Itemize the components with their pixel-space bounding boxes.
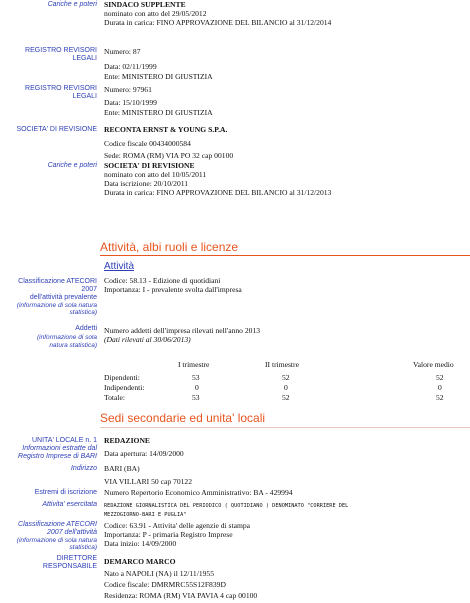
societa-sede: Sede: ROMA (RM) VIA PO 32 cap 00100: [104, 151, 234, 160]
indirizzo-city: BARI (BA): [104, 464, 140, 473]
registro-label-2: LEGALI: [72, 55, 97, 62]
direttore-cf: Codice fiscale: DMRMRC55S12F839D: [104, 580, 226, 589]
ateco-label: Classificazione ATECORI: [18, 278, 97, 285]
table-cell: 52: [436, 373, 444, 382]
table-row-label: Totale:: [104, 393, 125, 402]
carica-title: SINDACO SUPPLENTE: [104, 0, 186, 9]
unita-name: REDAZIONE: [104, 436, 150, 445]
unita-label-3: Registro Imprese di BARI: [18, 453, 97, 460]
estremi-label: Estremi di iscrizione: [34, 489, 97, 496]
carica-nomina: nominato con atto del 10/05/2011: [104, 170, 207, 179]
direttore-name: DEMARCO MARCO: [104, 557, 176, 566]
ateco2-codice: Codice: 63.91 - Attivita' delle agenzie di stampa: [104, 521, 251, 530]
registro-label: REGISTRO REVISORI: [25, 47, 97, 54]
table-cell: 52: [282, 393, 290, 402]
addetti-date: (Dati rilevati al 30/06/2013): [104, 335, 191, 344]
cariche-label: Cariche e poteri: [47, 162, 97, 169]
ateco2-label: Classificazione ATECORI: [18, 521, 97, 528]
table-header: II trimestre: [265, 360, 299, 369]
unita-apertura: Data apertura: 14/09/2000: [104, 449, 184, 458]
indirizzo-label: Indirizzo: [70, 465, 97, 472]
table-row-label: Dipendenti:: [104, 373, 140, 382]
ateco2-label-2: 2007 dell'attività: [47, 529, 97, 536]
registro-ente: Ente: MINISTERO DI GIUSTIZIA: [104, 72, 213, 81]
table-row-label: Indipendenti:: [104, 383, 145, 392]
estremi-value: Numero Repertorio Economico Amministrativo: BA - 429994: [104, 488, 293, 497]
registro-label: REGISTRO REVISORI: [25, 85, 97, 92]
table-cell: 53: [192, 373, 200, 382]
direttore-residenza: Residenza: ROMA (RM) VIA PAVIA 4 cap 00100: [104, 591, 258, 600]
societa-label: SOCIETA' DI REVISIONE: [16, 126, 97, 133]
direttore-label-2: RESPONSABILE: [42, 563, 97, 570]
ateco-label-4: (informazione di sola natura: [16, 302, 97, 309]
cariche-label: Cariche e poteri: [47, 1, 97, 8]
societa-name: RECONTA ERNST & YOUNG S.P.A.: [104, 125, 228, 134]
ateco-label-3: dell'attività prevalente: [29, 294, 97, 301]
carica-title: SOCIETA' DI REVISIONE: [104, 161, 195, 170]
registro-numero: Numero: 87: [104, 47, 141, 56]
attivita-subtitle: Attività: [104, 261, 135, 272]
esercitata-line2: MEZZOGIORNO-BARI E PUGLIA": [104, 512, 187, 518]
section-divider: [100, 427, 470, 428]
registro-data: Data: 15/10/1999: [104, 98, 157, 107]
table-header: I trimestre: [178, 360, 210, 369]
ateco-label-5: statistica): [69, 309, 97, 316]
ateco-importanza: Importanza: I - prevalente svolta dall'impresa: [104, 285, 242, 294]
registro-data: Data: 02/11/1999: [104, 62, 157, 71]
table-cell: 53: [192, 393, 200, 402]
registro-label-2: LEGALI: [72, 93, 97, 100]
ateco2-importanza: Importanza: P - primaria Registro Imprese: [104, 530, 233, 539]
unita-label-2: Informazioni estratte dal: [22, 445, 97, 452]
esercitata-label: Attivita' esercitata: [42, 501, 97, 508]
section-title-attivita: Attività, albi ruoli e licenze: [100, 240, 239, 254]
carica-durata: Durata in carica: FINO APPROVAZIONE DEL BILANCIO al 31/12/2014: [104, 18, 332, 27]
table-cell: 0: [195, 383, 199, 392]
table-header: Valore medio: [413, 360, 454, 369]
direttore-label: DIRETTORE: [56, 555, 97, 562]
addetti-label-2: (informazione di sola: [37, 334, 97, 341]
addetti-label-3: natura statistica): [49, 342, 97, 349]
table-cell: 0: [438, 383, 442, 392]
section-title-sedi: Sedi secondarie ed unita' locali: [100, 411, 266, 425]
ateco2-label-3: (informazione di sola natura: [16, 537, 97, 544]
ateco2-label-4: statistica): [69, 544, 97, 551]
carica-iscrizione: Data iscrizione: 20/10/2011: [104, 179, 189, 188]
ateco2-inizio: Data inizio: 14/09/2000: [104, 539, 177, 548]
ateco-label-2: 2007: [81, 286, 97, 293]
indirizzo-street: VIA VILLARI 50 cap 70122: [104, 477, 193, 486]
esercitata-line1: REDAZIONE GIORNALISTICA DEL PERIODICO ( QUOTIDIANO ) DENOMINATO "CORRIERE DEL: [104, 503, 349, 509]
carica-nomina: nominato con atto del 29/05/2012: [104, 9, 207, 18]
societa-cf: Codice fiscale 00434000584: [104, 139, 191, 148]
table-cell: 52: [282, 373, 290, 382]
registro-numero: Numero: 97961: [104, 85, 152, 94]
registro-ente: Ente: MINISTERO DI GIUSTIZIA: [104, 108, 213, 117]
table-cell: 52: [436, 393, 444, 402]
unita-label: UNITA' LOCALE n. 1: [31, 437, 97, 444]
ateco-codice: Codice: 58.13 - Edizione di quotidiani: [104, 276, 221, 285]
direttore-nato: Nato a NAPOLI (NA) il 12/11/1955: [104, 569, 215, 578]
addetti-label: Addetti: [75, 325, 97, 332]
table-cell: 0: [284, 383, 288, 392]
carica-durata: Durata in carica: FINO APPROVAZIONE DEL BILANCIO al 31/12/2013: [104, 188, 332, 197]
section-divider: [100, 255, 470, 256]
addetti-text: Numero addetti dell'impresa rilevati nell'anno 2013: [104, 326, 261, 335]
